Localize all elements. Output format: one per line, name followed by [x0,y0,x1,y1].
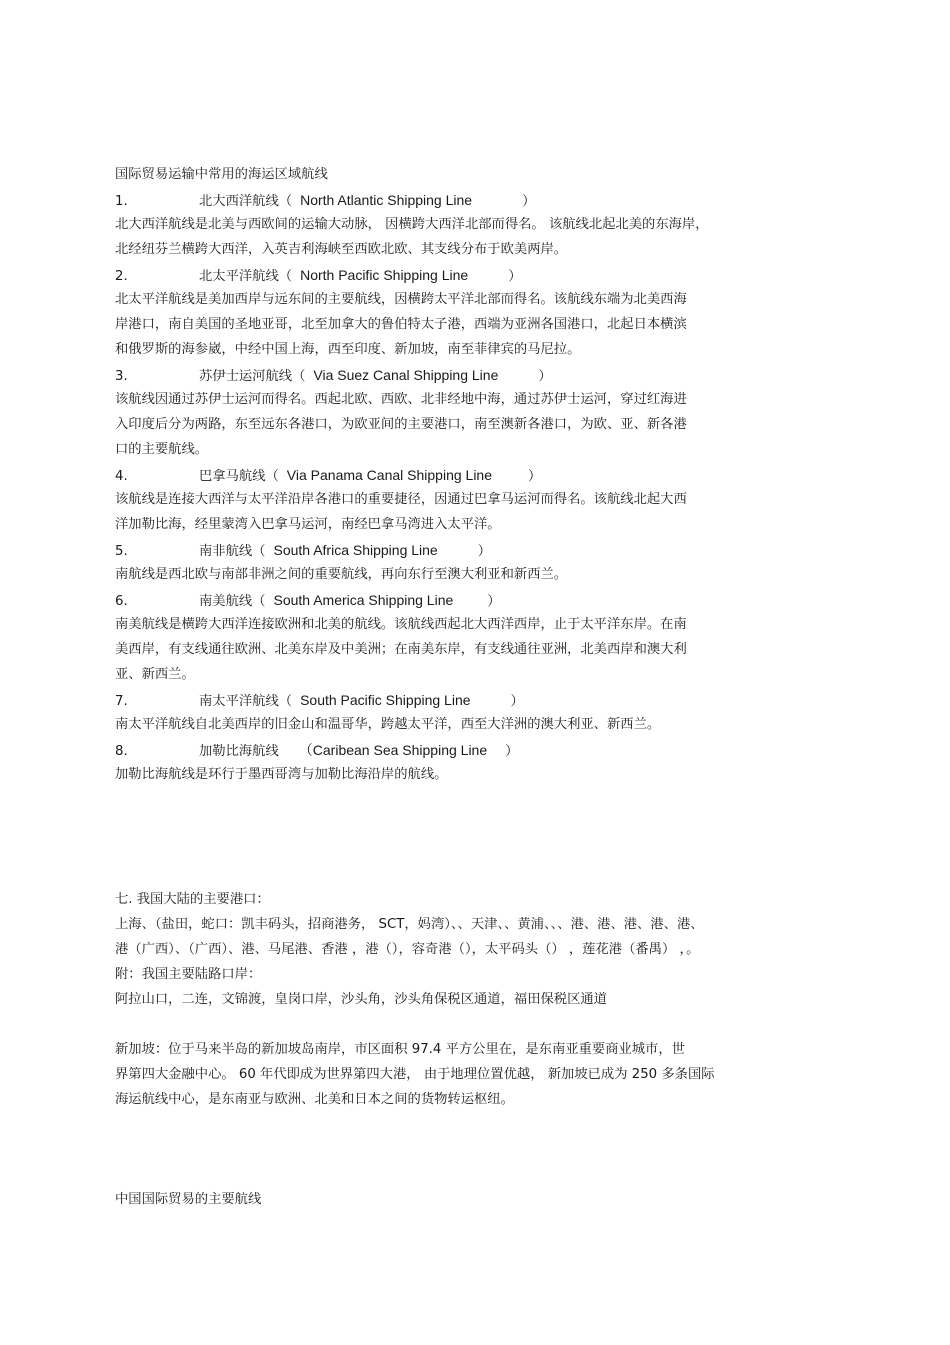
route-number: 6. [115,594,128,609]
route-description-line: 亚、新西兰。 [115,667,195,682]
route-name: 南非航线（ [199,544,266,559]
route-number: 5. [115,544,128,559]
route-name: 巴拿马航线（ [199,469,279,484]
route-number: 1. [115,194,128,209]
ports-line: 上海、（盐田，蛇口：凯丰码头，招商港务， SCT，妈湾）、、天津、、黄浦、、、港、港、港、港、港、 [115,917,704,932]
route-description-line: 口的主要航线。 [115,442,209,457]
route-number: 3. [115,369,128,384]
route-english-name: （Caribean Sea Shipping Line [298,742,488,758]
route-close-paren: ） [528,469,542,484]
route-english-name: Via Panama Canal Shipping Line [286,467,493,483]
route-number: 7. [115,694,128,709]
route-description-line: 岸港口，南自美国的圣地亚哥，北至加拿大的鲁伯特太子港，西端为亚洲各国港口，北起日本横滨 [115,317,687,332]
route-name: 南太平洋航线（ [199,694,293,709]
route-name: 北大西洋航线（ [199,194,293,209]
route-heading [115,366,552,386]
route-number: 4. [115,469,128,484]
route-description-line: 该航线是连接大西洋与太平洋沿岸各港口的重要捷径，因通过巴拿马运河而得名。该航线北起大西 [115,492,687,507]
route-description-line: 南太平洋航线自北美西岸的旧金山和温哥华，跨越太平洋，西至大洋洲的澳大利亚、新西兰。 [115,717,661,732]
route-english-name: South Pacific Shipping Line [300,692,471,708]
route-close-paren: ） [508,269,522,284]
land-ports-list: 阿拉山口，二连，文锦渡，皇岗口岸，沙头角，沙头角保税区通道，福田保税区通道 [115,992,607,1007]
route-heading [115,191,535,211]
document-title: 国际贸易运输中常用的海运区域航线 [115,167,328,182]
route-number: 8. [115,744,128,759]
route-english-name: Via Suez Canal Shipping Line [313,367,499,383]
route-close-paren: ） [522,194,536,209]
route-close-paren: ） [505,744,519,759]
route-close-paren: ） [477,544,492,559]
route-english-name: South America Shipping Line [273,592,454,608]
route-description-line: 南美航线是横跨大西洋连接欧洲和北美的航线。该航线西起北大西洋西岸，止于太平洋东岸。在南 [115,617,687,632]
route-description-line: 美西岸，有支线通往欧洲、北美东岸及中美洲；在南美东岸，有支线通往亚洲，北美西岸和澳大利 [115,642,687,657]
land-ports-heading: 附：我国主要陆路口岸： [115,967,262,982]
route-description-line: 洋加勒比海，经里蒙湾入巴拿马运河，南经巴拿马湾进入太平洋。 [115,517,501,532]
route-description-line: 该航线因通过苏伊士运河而得名。西起北欧、西欧、北非经地中海，通过苏伊士运河，穿过红海进 [115,392,687,407]
route-english-name: North Pacific Shipping Line [300,267,469,283]
route-close-paren: ） [510,694,524,709]
ports-heading: 七. 我国大陆的主要港口： [115,892,270,907]
section-heading: 中国国际贸易的主要航线 [115,1192,262,1207]
route-description-line: 北太平洋航线是美加西岸与远东间的主要航线，因横跨太平洋北部而得名。该航线东端为北美西海 [115,292,687,307]
ports-line: 港（广西）、（广西）、港、马尾港、香港 ，港（），容奇港（），太平码头（） ，莲花港（番禺） ，。 [115,942,700,957]
route-english-name: South Africa Shipping Line [273,542,438,558]
route-name: 加勒比海航线 [199,744,279,759]
singapore-line: 界第四大金融中心。 60 年代即成为世界第四大港， 由于地理位置优越， 新加坡已成为 250 多条国际 [115,1067,715,1082]
route-description-line: 入印度后分为两路，东至远东各港口，为欧亚间的主要港口，南至澳新各港口，为欧、亚、新各港 [115,417,687,432]
route-english-name: North Atlantic Shipping Line [300,192,473,208]
route-heading [115,591,501,611]
singapore-line: 新加坡：位于马来半岛的新加坡岛南岸，市区面积 97.4 平方公里在，是东南亚重要商业城市，世 [115,1042,685,1057]
route-heading [115,691,524,711]
route-heading [115,541,491,561]
singapore-line: 海运航线中心，是东南亚与欧洲、北美和日本之间的货物转运枢纽。 [115,1092,514,1107]
route-description-line: 南航线是西北欧与南部非洲之间的重要航线，再向东行至澳大利亚和新西兰。 [115,567,568,582]
route-name: 苏伊士运河航线（ [199,369,306,384]
route-close-paren: ） [487,594,501,609]
route-description-line: 北经纽芬兰横跨大西洋，入英吉利海峡至西欧北欧、其支线分布于欧美两岸。 [115,242,568,257]
route-heading [115,466,541,486]
route-close-paren: ） [538,369,552,384]
route-description-line: 加勒比海航线是环行于墨西哥湾与加勒比海沿岸的航线。 [115,767,448,782]
route-name: 北太平洋航线（ [199,269,293,284]
route-heading [115,741,518,761]
route-name: 南美航线（ [199,594,266,609]
route-description-line: 和俄罗斯的海参崴，中经中国上海，西至印度、新加坡，南至菲律宾的马尼拉。 [115,342,581,357]
route-description-line: 北大西洋航线是北美与西欧间的运输大动脉， 因横跨大西洋北部而得名。 该航线北起北美的东海岸， [115,217,709,232]
route-number: 2. [115,269,128,284]
route-heading [115,266,521,286]
